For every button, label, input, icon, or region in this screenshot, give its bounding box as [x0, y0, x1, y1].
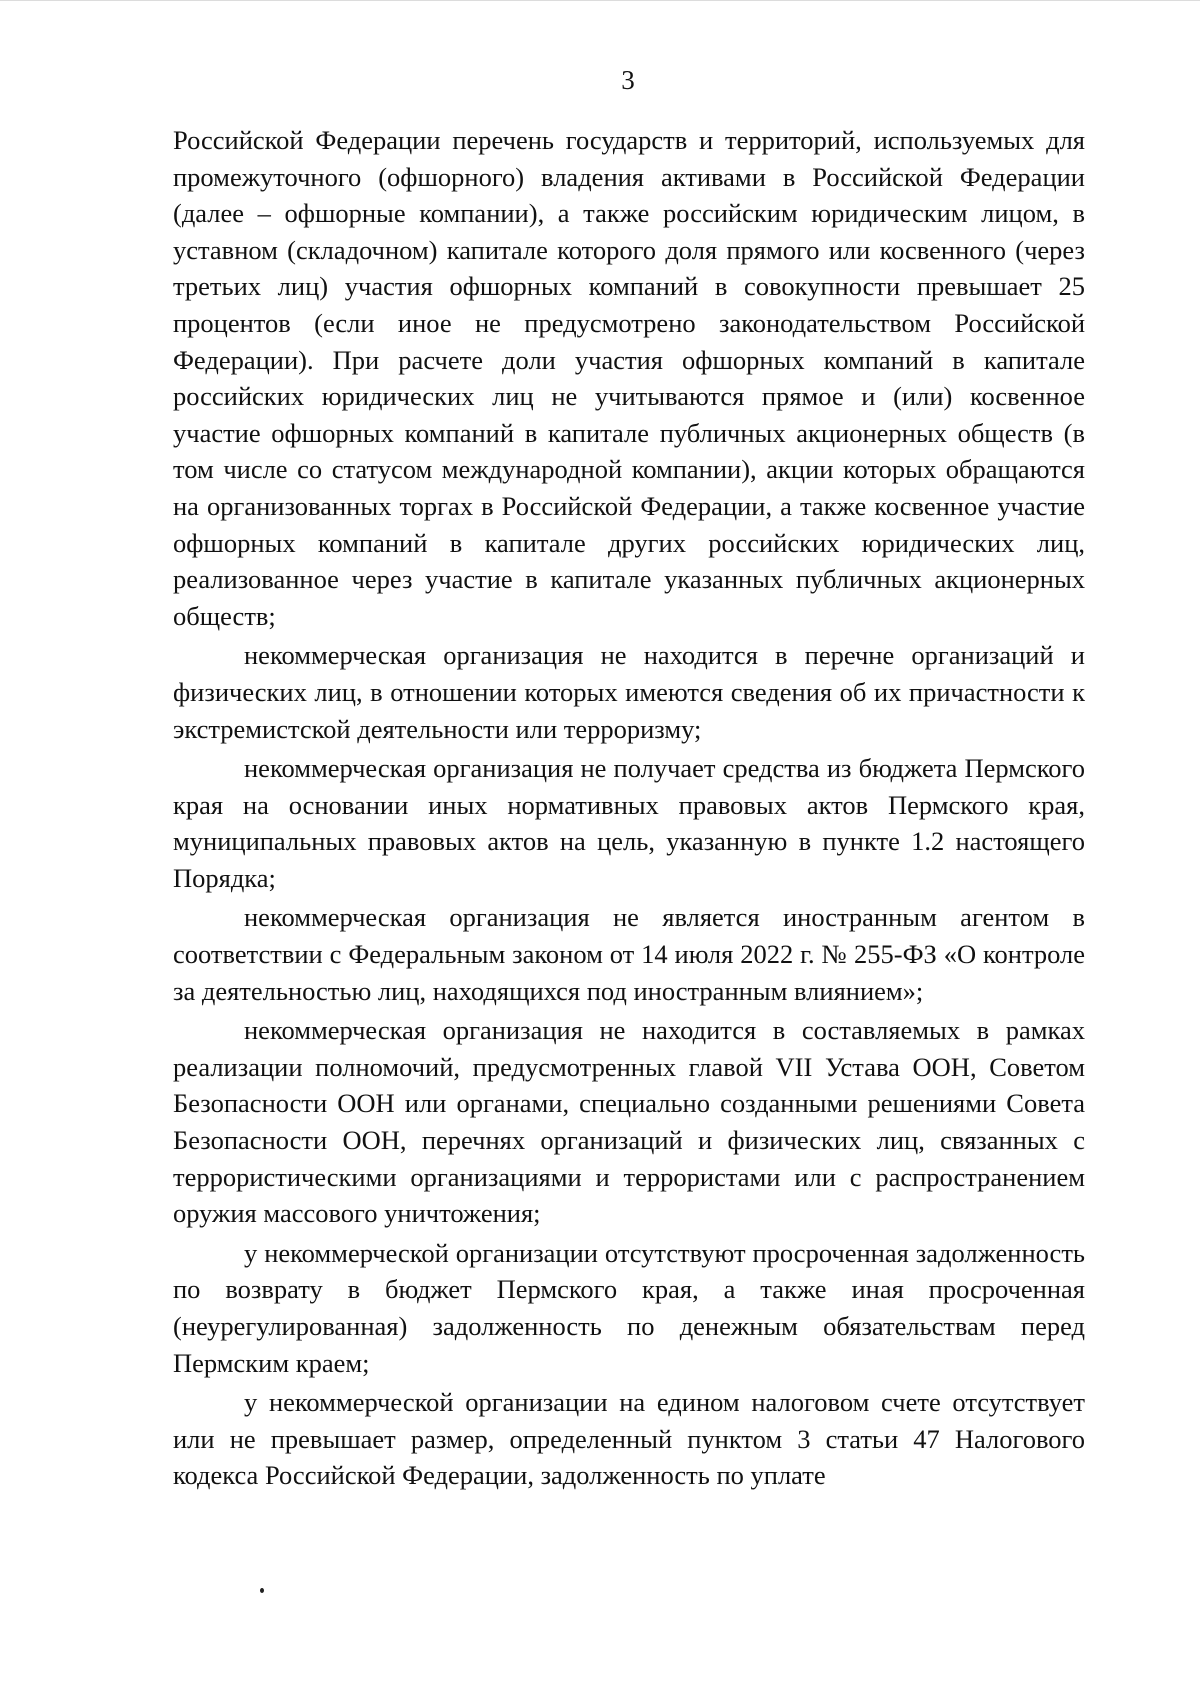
- scan-edge: [0, 0, 1200, 1]
- paragraph-1: Российской Федерации перечень государств и территорий, используемых для промежуточного (офшорного) владения активами в Российской Федерации (далее – офшорные компании), а также российским юридическим лицом, в уставном (складочном) капитале которого доля прямого или косвенного (через третьих лиц) участия офшорных компаний в совокупности превышает 25 процентов (если иное не предусмотрено законодательством Российской Федерации). При расчете доли участия офшорных компаний в капитале российских юридических лиц не учитываются прямое и (или) косвенное участие офшорных компаний в капитале публичных акционерных обществ (в том числе со статусом международной компании), акции которых обращаются на организованных торгах в Российской Федерации, а также косвенное участие офшорных компаний в капитале других российских юридических лиц, реализованное через участие в капитале указанных публичных акционерных обществ;: [173, 125, 1085, 631]
- paragraph-7: у некоммерческой организации на едином налоговом счете отсутствует или не превышает размер, определенный пунктом 3 статьи 47 Налогового кодекса Российской Федерации, задолженность по уплате: [173, 1387, 1085, 1491]
- paragraph-3: некоммерческая организация не получает средства из бюджета Пермского края на основании иных нормативных правовых актов Пермского края, муниципальных правовых актов на цель, указанную в пункте 1.2 настоящего Порядка;: [173, 753, 1085, 893]
- paragraph-4: некоммерческая организация не является иностранным агентом в соответствии с Федеральным законом от 14 июля 2022 г. № 255-ФЗ «О контроле за деятельностью лиц, находящихся под иностранным влиянием»;: [173, 902, 1085, 1006]
- scan-speck: [260, 1588, 264, 1593]
- paragraph-5: некоммерческая организация не находится в составляемых в рамках реализации полномочий, предусмотренных главой VII Устава ООН, Советом Безопасности ООН или органами, специально созданными решениями Совета Безопасности ООН, перечнях организаций и физических лиц, связанных с террористическими организациями и террористами или с распространением оружия массового уничтожения;: [173, 1015, 1085, 1229]
- document-body: [173, 122, 1085, 1494]
- paragraph-6: у некоммерческой организации отсутствуют просроченная задолженность по возврату в бюджет Пермского края, а также иная просроченная (неурегулированная) задолженность по денежным обязательствам перед Пермским краем;: [173, 1237, 1085, 1378]
- page-number: 3: [621, 65, 635, 95]
- paragraph-2: некоммерческая организация не находится в перечне организаций и физических лиц, в отношении которых имеются сведения об их причастности к экстремистской деятельности или терроризму;: [173, 640, 1085, 744]
